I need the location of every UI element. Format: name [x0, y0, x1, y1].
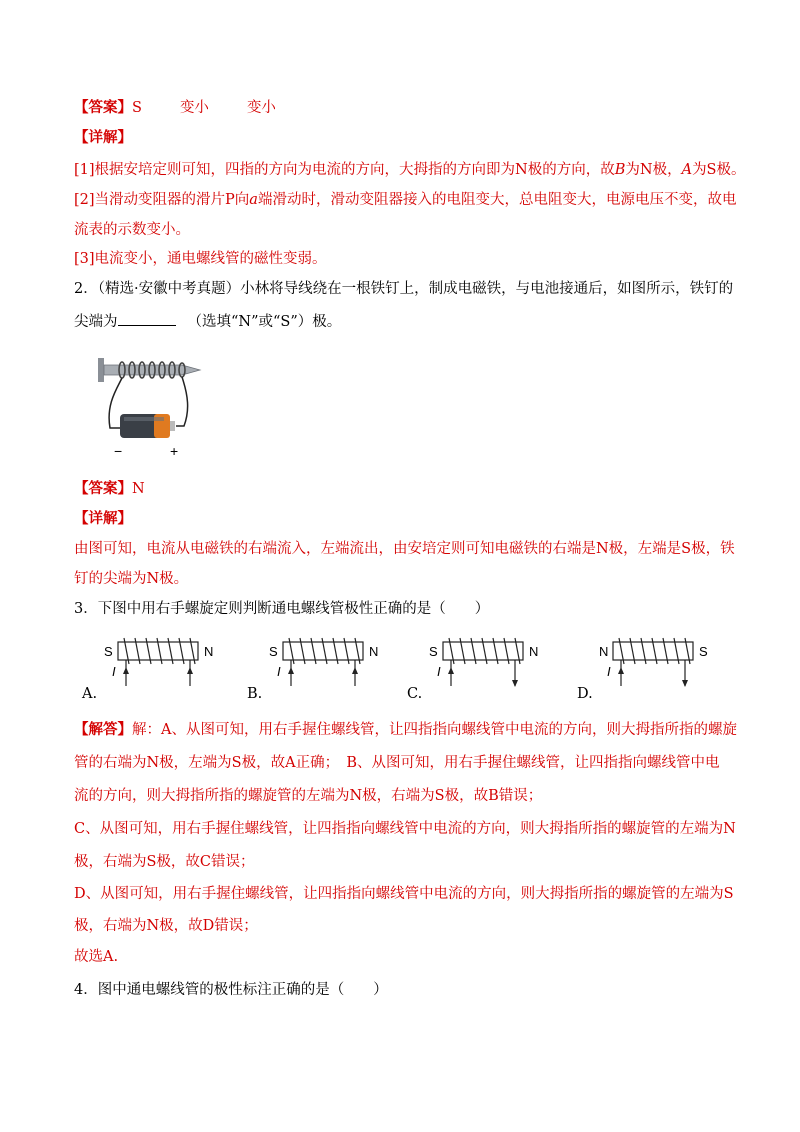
q3-solution-line3: 流的方向，则大拇指所指的螺旋管的左端为N极，右端为S极，故B错误； — [74, 788, 543, 804]
solenoid-option-b — [265, 634, 385, 694]
answer-tag: 【答案】 — [74, 480, 132, 497]
answer-value-2: 变小 — [179, 100, 209, 116]
wire-right — [176, 377, 188, 426]
detail-text: 端滑动时，滑动变阻器接入的电阻变大，总电阻变大，电源电压不变，故电 — [257, 192, 737, 208]
nail-electromagnet-figure — [96, 350, 206, 460]
current-label: I — [277, 664, 281, 679]
current-arrow-right — [187, 667, 193, 674]
option-label-d: D. — [577, 686, 593, 702]
option-label-a: A. — [82, 686, 98, 702]
detail-text: 为S极。 — [692, 162, 746, 178]
right-pole-label: S — [699, 644, 708, 659]
current-arrow-left — [123, 667, 129, 674]
answer-tag: 【答案】 — [74, 99, 132, 116]
solution-text: 解：A、从图可知，用右手握住螺线管，让四指指向螺线管中电流的方向，则大拇指所指的螺旋 — [132, 722, 737, 738]
solenoid-option-d — [595, 634, 715, 694]
battery-plus-label: + — [170, 443, 179, 459]
solenoid-option-c — [425, 634, 545, 694]
q1-detail-line3: [3]电流变小，通电螺线管的磁性变弱。 — [74, 251, 327, 267]
answer-blank — [118, 311, 176, 326]
q1-detail-tag: 【详解】 — [74, 129, 132, 146]
current-arrow-left — [448, 667, 454, 674]
q3-solution-line4: C、从图可知，用右手握住螺线管，让四指指向螺线管中电流的方向，则大拇指所指的螺旋管的左端为N — [74, 821, 736, 837]
q1-detail-line1 — [74, 160, 746, 180]
option-label-c: C. — [407, 686, 423, 702]
q3-solution-line2: 管的右端为N极，左端为S极，故A正确； B、从图可知，用右手握住螺线管，让四指指向螺线管中电 — [74, 755, 720, 771]
current-arrow-right — [682, 680, 688, 687]
q1-answer-line — [74, 98, 276, 118]
current-label: I — [437, 664, 441, 679]
solenoid-option-a — [100, 634, 220, 694]
q2-detail-line1: 由图可知，电流从电磁铁的右端流入，左端流出，由安培定则可知电磁铁的右端是N极，左端是S极，铁 — [74, 541, 735, 557]
detail-var-a: a — [249, 192, 258, 208]
battery-minus-label: − — [114, 443, 123, 459]
solution-tag: 【解答】 — [74, 721, 132, 738]
current-label: I — [607, 664, 611, 679]
nail-head — [98, 358, 104, 382]
q2-detail-line2: 钉的尖端为N极。 — [74, 571, 189, 587]
q3-stem: 3．下图中用右手螺旋定则判断通电螺线管极性正确的是（ ） — [74, 601, 490, 617]
q2-stem-line2 — [74, 311, 341, 332]
right-pole-label: N — [529, 644, 539, 659]
left-pole-label: S — [269, 644, 278, 659]
q2-stem-line1: 2．（精选·安徽中考真题）小林将导线绕在一根铁钉上，制成电磁铁，与电池接通后，如图所示，铁钉的 — [74, 281, 734, 297]
answer-value-1: S — [132, 100, 142, 116]
left-pole-label: N — [599, 644, 609, 659]
current-arrow-right — [352, 667, 358, 674]
stem-text: 尖端为 — [74, 314, 118, 330]
detail-var-a: A — [681, 162, 693, 178]
option-label-b: B. — [247, 686, 263, 702]
detail-text: [1]根据安培定则可知，四指的方向为电流的方向，大拇指的方向即为N极的方向，故 — [74, 162, 615, 178]
q3-solution-line7: 极，右端为N极，故D错误； — [74, 918, 258, 934]
q3-solution-line6: D、从图可知，用右手握住螺线管，让四指指向螺线管中电流的方向，则大拇指所指的螺旋管的左端为S — [74, 886, 734, 902]
q3-solution-line1 — [74, 720, 737, 740]
q3-solution-line5: 极，右端为S极，故C错误； — [74, 854, 255, 870]
answer-value-3: 变小 — [246, 100, 276, 116]
q4-stem: 4．图中通电螺线管的极性标注正确的是（ ） — [74, 982, 388, 998]
current-arrow-left — [618, 667, 624, 674]
left-pole-label: S — [429, 644, 438, 659]
right-pole-label: N — [204, 644, 214, 659]
detail-text: [2]当滑动变阻器的滑片P向 — [74, 192, 250, 208]
q1-detail-line2b: 流表的示数变小。 — [74, 222, 190, 238]
q2-detail-tag: 【详解】 — [74, 510, 132, 527]
battery-terminal — [170, 421, 175, 431]
current-arrow-left — [288, 667, 294, 674]
detail-text: 为N极， — [625, 162, 682, 178]
left-pole-label: S — [104, 644, 113, 659]
q1-detail-line2a — [74, 190, 736, 210]
current-label: I — [112, 664, 116, 679]
answer-value: N — [132, 481, 145, 497]
right-pole-label: N — [369, 644, 379, 659]
q3-solution-line8: 故选A. — [74, 949, 119, 965]
stem-text: （选填“N”或“S”）极。 — [187, 314, 342, 330]
detail-var-b: B — [614, 162, 626, 178]
q2-answer-line — [74, 479, 145, 499]
current-arrow-right — [512, 680, 518, 687]
